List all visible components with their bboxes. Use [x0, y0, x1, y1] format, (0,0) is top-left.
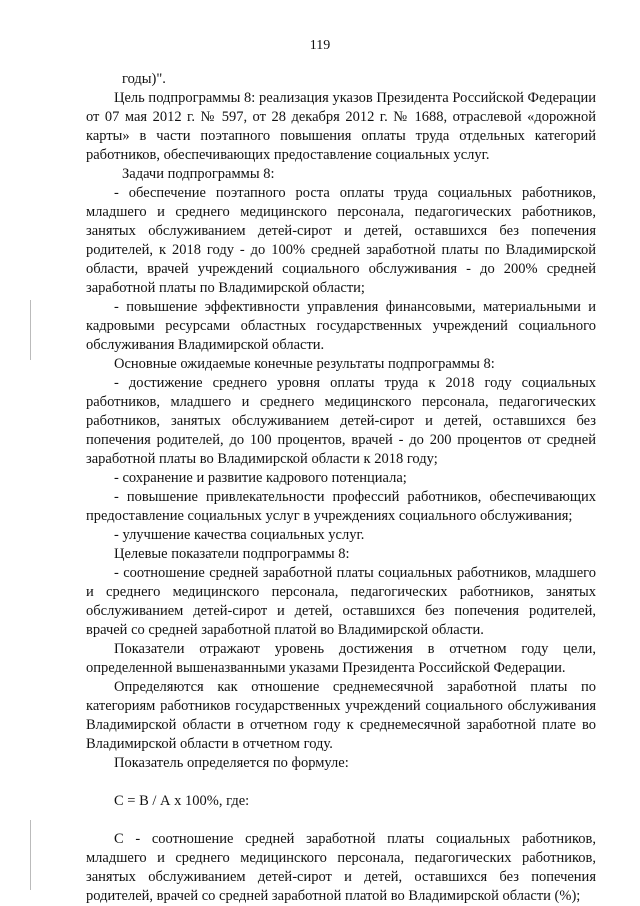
scan-margin-mark-top	[30, 300, 31, 360]
formula: С = В / А х 100%, где:	[114, 793, 250, 809]
paragraph-goal: Цель подпрограммы 8: реализация указов Президента Российской Федерации от 07 мая 2012 г. № 597, от 28 декабря 2012 г. № 1688, отраслевой «дорожной карты» в части поэтапного повышения оплаты труда отдельных категорий работников, обеспечивающих предоставление социальных услуг.	[86, 90, 596, 163]
paragraph-result-2: - сохранение и развитие кадрового потенциала;	[114, 470, 407, 486]
page-number: 119	[309, 38, 331, 53]
paragraph-result-3: - повышение привлекательности профессий работников, обеспечивающих предоставление социальных услуг в учреждениях социального обслуживания;	[86, 489, 596, 524]
document-body	[86, 70, 596, 906]
scan-margin-mark-bottom	[30, 820, 31, 890]
paragraph-result-4: - улучшение качества социальных услуг.	[114, 527, 365, 543]
paragraph-indicator-1: - соотношение средней заработной платы социальных работников, младшего и среднего медицинского персонала, педагогических работников, занятых обслуживанием детей-сирот и детей, оставшихся без попечения родителей, врачей со средней заработной платой во Владимирской области.	[86, 565, 596, 638]
paragraph-result-1: - достижение среднего уровня оплаты труда к 2018 году социальных работников, младшего и среднего медицинского персонала, педагогических работников, занятых обслуживанием детей-сирот и детей, оставшихся без попечения родителей, до 100 процентов, врачей - до 200 процентов от средней заработной платы во Владимирской области к 2018 году;	[86, 375, 596, 467]
paragraph-task-2: - повышение эффективности управления финансовыми, материальными и кадровыми ресурсами областных государственных учреждений социального обслуживания Владимирской области.	[86, 299, 596, 353]
paragraph-formula-explanation: С - соотношение средней заработной платы социальных работников, младшего и среднего медицинского персонала, педагогических работников, занятых обслуживанием детей-сирот и детей, оставшихся без попечения родителей, врачей со средней заработной платой во Владимирской области (%);	[86, 831, 596, 904]
paragraph-task-1: - обеспечение поэтапного роста оплаты труда социальных работников, младшего и среднего медицинского персонала, педагогических работников, занятых обслуживанием детей-сирот и детей, оставшихся без попечения родителей, к 2018 году - до 100% средней заработной платы по Владимирской области, врачей учреждений социального обслуживания - до 200% средней заработной платы по Владимирской области;	[86, 185, 596, 296]
paragraph-results-heading: Основные ожидаемые конечные результаты подпрограммы 8:	[114, 356, 495, 372]
paragraph-continuation: годы)".	[122, 71, 166, 87]
paragraph-formula-intro: Показатель определяется по формуле:	[114, 755, 349, 771]
paragraph-indicators-reflect: Показатели отражают уровень достижения в отчетном году цели, определенной вышеназванными указами Президента Российской Федерации.	[86, 641, 596, 676]
paragraph-definition: Определяются как отношение среднемесячной заработной платы по категориям работников государственных учреждений социального обслуживания Владимирской области в отчетном году к среднемесячной заработной плате во Владимирской области в отчетном году.	[86, 679, 596, 752]
paragraph-indicators-heading: Целевые показатели подпрограммы 8:	[114, 546, 350, 562]
paragraph-tasks-heading: Задачи подпрограммы 8:	[122, 166, 275, 182]
